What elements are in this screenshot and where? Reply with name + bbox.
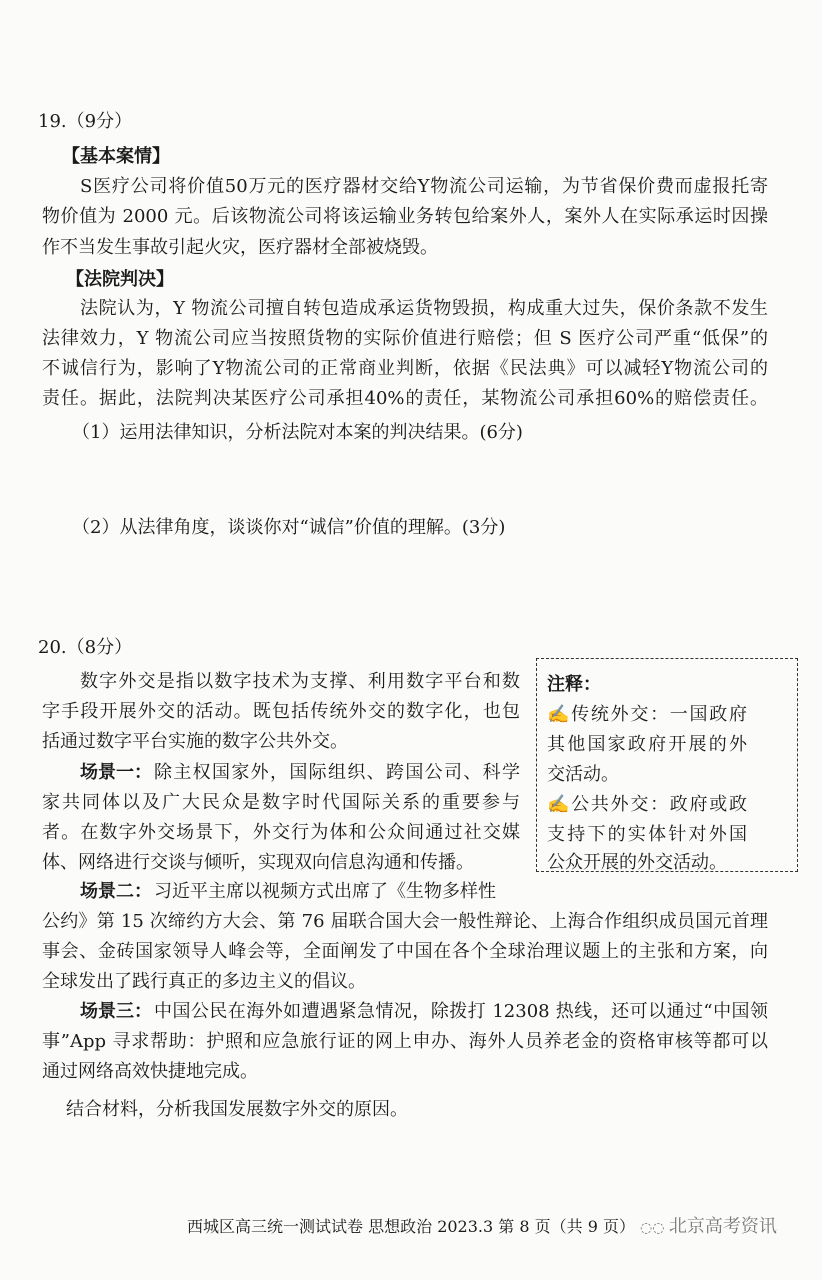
sub-question-1: （1）运用法律知识，分析法院对本案的判决结果。(6分)	[72, 422, 523, 443]
note-line: ✍传统外交：一国政府	[547, 704, 747, 725]
page-footer: 西城区高三统一测试试卷 思想政治 2023.3 第 8 页（共 9 页）	[187, 1217, 635, 1236]
watermark-text: 北京高考资讯	[668, 1216, 777, 1237]
scene2-line: 全球发出了践行真正的多边主义的倡议。	[42, 971, 366, 992]
case-line: 作不当发生事故引起火灾，医疗器材全部被烧毁。	[42, 237, 438, 258]
scene1-line: 家共同体以及广大民众是数字时代国际关系的重要参与	[42, 792, 520, 813]
verdict-line: 法院认为，Y 物流公司擅自转包造成承运货物毁损，构成重大过失，保价条款不发生	[80, 298, 768, 319]
scene3-label: 场景三：	[80, 1001, 152, 1022]
question-20-prompt: 结合材料，分析我国发展数字外交的原因。	[66, 1099, 408, 1120]
scene3-line: 中国公民在海外如遭遇紧急情况，除拨打 12308 热线，还可以通过“中国领	[154, 1001, 768, 1022]
wechat-icon: ◌◌	[640, 1220, 669, 1236]
scene1-label: 场景一：	[80, 762, 152, 783]
scene2-line: 公约》第 15 次缔约方大会、第 76 届联合国大会一般性辩论、上海合作组织成员国元首理	[42, 911, 768, 932]
intro-line: 数字外交是指以数字技术为支撑、利用数字平台和数	[80, 671, 520, 692]
case-heading: 【基本案情】	[62, 146, 170, 167]
question-20-number: 20.（8分）	[38, 637, 133, 658]
scene3-line: 事”App 寻求帮助：护照和应急旅行证的网上申办、海外人员养老金的资格审核等都可以	[42, 1031, 768, 1052]
scene2-line: 事会、金砖国家领导人峰会等，全面阐发了中国在各个全球治理议题上的主张和方案，向	[42, 941, 768, 962]
intro-line: 括通过数字平台实施的数字公共外交。	[42, 731, 348, 752]
sub-question-2: （2）从法律角度，谈谈你对“诚信”价值的理解。(3分)	[72, 517, 506, 538]
verdict-line: 责任。据此，法院判决某医疗公司承担40%的责任，某物流公司承担60%的赔偿责任。	[42, 388, 768, 409]
verdict-line: 不诚信行为，影响了Y物流公司的正常商业判断，依据《民法典》可以减轻Y物流公司的	[42, 358, 768, 379]
scene1-line: 者。在数字外交场景下，外交行为体和公众间通过社交媒	[42, 822, 520, 843]
question-19-number: 19.（9分）	[38, 111, 133, 132]
watermark	[640, 1212, 777, 1238]
scene3-line: 通过网络高效快捷地完成。	[42, 1061, 258, 1082]
note-line: 支持下的实体针对外国	[547, 824, 747, 845]
scene2-label: 场景二：	[80, 881, 152, 902]
note-line: 其他国家政府开展的外	[547, 734, 747, 755]
scene1-line: 体、网络进行交谈与倾听，实现双向信息沟通和传播。	[42, 852, 474, 873]
note-title: 注释：	[547, 674, 601, 695]
note-line: 公众开展的外交活动。	[547, 852, 727, 873]
case-line: 物价值为 2000 元。后该物流公司将该运输业务转包给案外人，案外人在实际承运时因操	[42, 206, 768, 227]
scene2-line: 习近平主席以视频方式出席了《生物多样性	[154, 881, 496, 902]
verdict-heading: 【法院判决】	[66, 269, 174, 290]
scene1-line: 除主权国家外，国际组织、跨国公司、科学	[154, 762, 520, 783]
note-box	[536, 658, 798, 872]
note-line: 交活动。	[547, 764, 619, 785]
verdict-line: 法律效力，Y 物流公司应当按照货物的实际价值进行赔偿；但 S 医疗公司严重“低保”的	[42, 328, 768, 349]
case-line: S医疗公司将价值50万元的医疗器材交给Y物流公司运输，为节省保价费而虚报托寄	[80, 176, 768, 197]
note-line: ✍公共外交：政府或政	[547, 794, 747, 815]
intro-line: 字手段开展外交的活动。既包括传统外交的数字化，也包	[42, 701, 520, 722]
